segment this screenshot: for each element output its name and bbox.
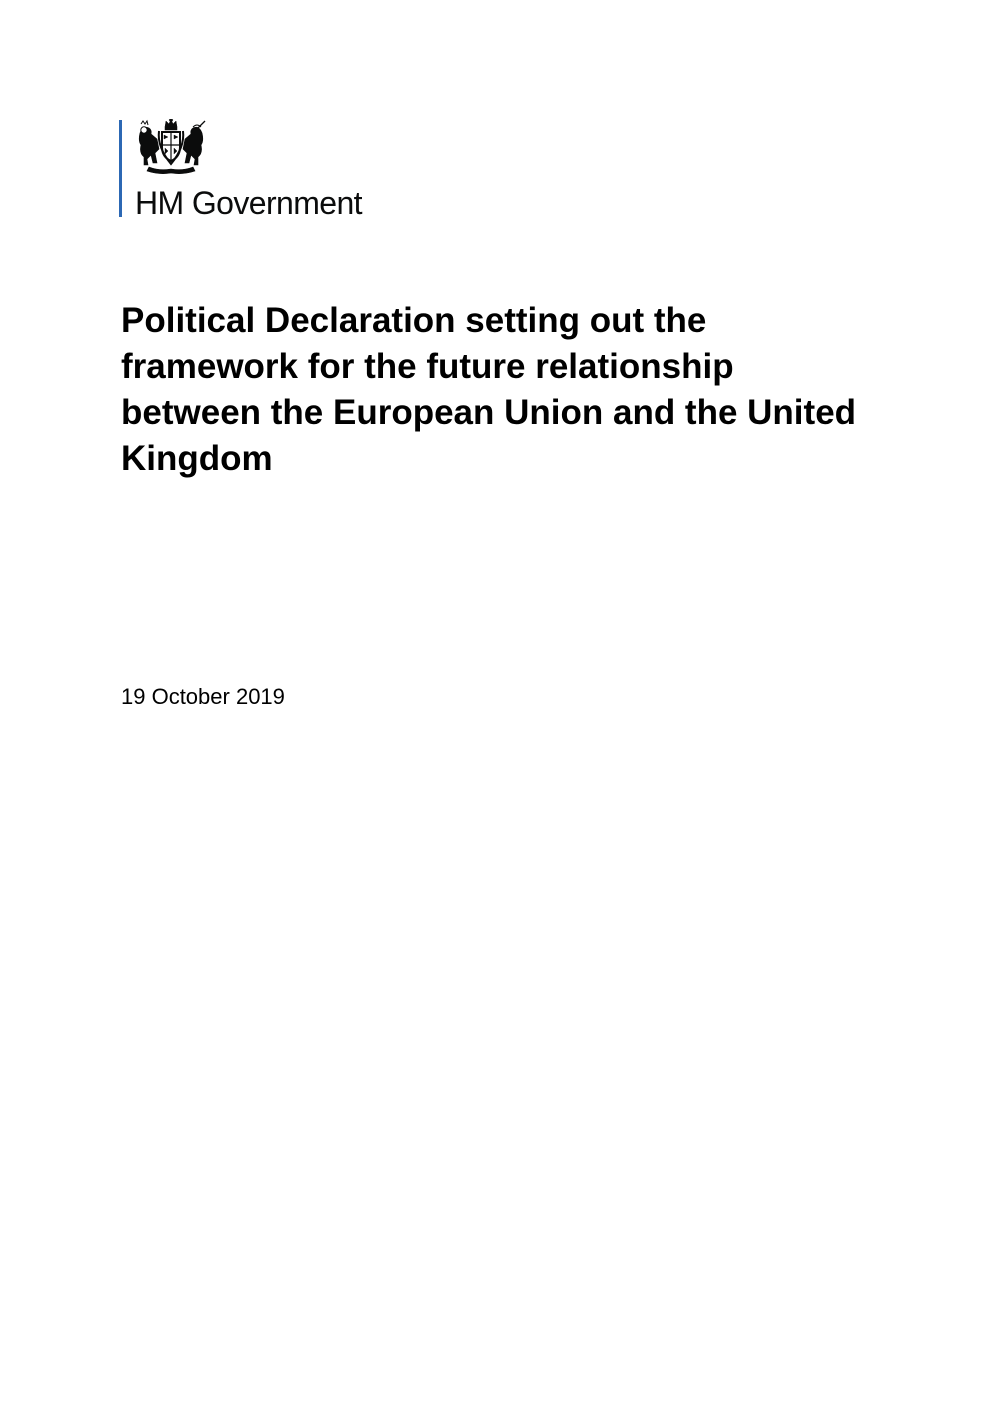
logo-accent-rule [119, 120, 122, 217]
organisation-name: HM Government [135, 185, 362, 221]
document-title: Political Declaration setting out the framework for the future relationship between the European Union and the United Kingdom [121, 301, 857, 478]
hm-government-logo [119, 119, 419, 219]
royal-coat-of-arms-icon [135, 119, 207, 175]
publication-date: 19 October 2019 [121, 684, 285, 709]
